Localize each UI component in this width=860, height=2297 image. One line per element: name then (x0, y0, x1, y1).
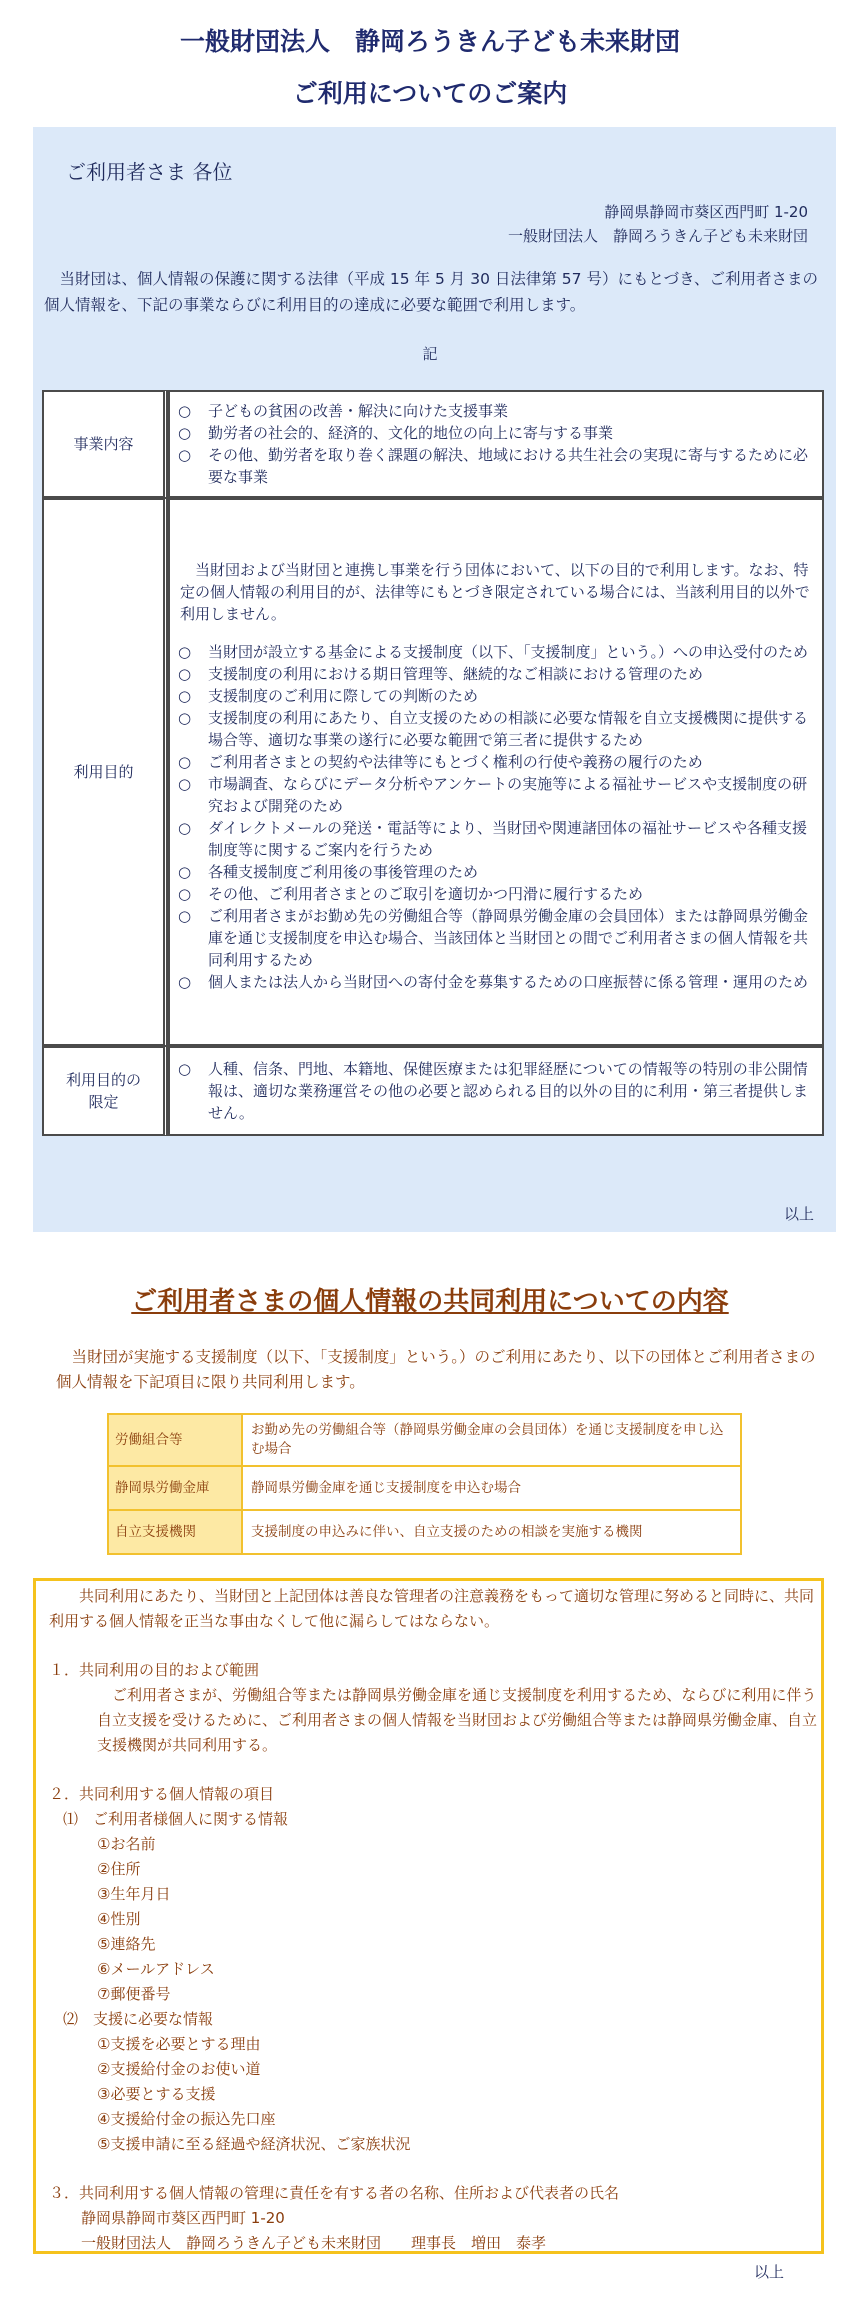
list-item: ①お名前 (97, 1835, 156, 1853)
party-label: 静岡県労働金庫 (108, 1466, 242, 1510)
business-row (42, 390, 824, 498)
section1-heading: １．共同利用の目的および範囲 (49, 1661, 260, 1679)
table-row (108, 1510, 741, 1554)
list-item: ⑦郵便番号 (97, 1985, 171, 2003)
list-item: ②支援給付金のお使い道 (97, 2060, 261, 2078)
limit-content (168, 1046, 824, 1136)
limit-list (176, 1058, 814, 1124)
list-item: ○ 子どもの貧困の改善・解決に向けた支援事業 (176, 400, 814, 422)
ki-mark: 記 (422, 345, 438, 363)
list-item: ⑥メールアドレス (97, 1960, 215, 1978)
limit-label-line1: 利用目的の (65, 1071, 141, 1089)
sender-address: 静岡県静岡市葵区西門町 1-20 (604, 203, 808, 221)
list-item: ○ ご利用者さまがお勤め先の労働組合等（静岡県労働金庫の会員団体）または静岡県労働金庫を通じ支援制度を申込む場合、当該団体と当財団との間でご利用者さまの個人情報を共同利用するため (176, 905, 814, 971)
party-label: 労働組合等 (108, 1414, 242, 1466)
salutation: ご利用者さま 各位 (66, 160, 233, 184)
sub1-items (49, 1832, 819, 2007)
business-content (168, 390, 824, 498)
list-item: ○ ダイレクトメールの発送・電話等により、当財団や関連諸団体の福祉サービスや各種支援制度等に関するご案内を行うため (176, 817, 814, 861)
limit-row (42, 1046, 824, 1136)
notice-end-mark: 以上 (783, 1205, 814, 1223)
purpose-row (42, 498, 824, 1046)
joint-use-intro: 当財団が実施する支援制度（以下、「支援制度」という。）のご利用にあたり、以下の団体とご利用者さまの個人情報を下記項目に限り共同利用します。 (56, 1348, 816, 1391)
section2-heading: ２．共同利用する個人情報の項目 (49, 1785, 275, 1803)
sub2-items (49, 2032, 819, 2157)
section2-sub2: ⑵ 支援に必要な情報 (63, 2010, 214, 2028)
list-item: ③必要とする支援 (97, 2085, 216, 2103)
list-item: ⑤連絡先 (97, 1935, 156, 1953)
limit-label (42, 1046, 168, 1136)
list-item: ○ 支援制度のご利用に際しての判断のため (176, 685, 814, 707)
list-item: ⑤支援申請に至る経過や経済状況、ご家族状況 (97, 2135, 411, 2153)
list-item: ○ 支援制度の利用における期日管理等、継続的なご相談における管理のため (176, 663, 814, 685)
list-item: ○ ご利用者さまとの契約や法律等にもとづく権利の行使や義務の履行のため (176, 751, 814, 773)
list-item: ②住所 (97, 1860, 141, 1878)
party-label: 自立支援機関 (108, 1510, 242, 1554)
purpose-content (168, 498, 824, 1046)
sender-org: 一般財団法人 静岡ろうきん子ども未来財団 (507, 227, 808, 245)
purpose-label: 利用目的 (42, 498, 168, 1046)
joint-use-title: ご利用者さまの個人情報の共同利用についての内容 (131, 1287, 729, 1317)
section3-org: 一般財団法人 静岡ろうきん子ども未来財団 理事長 増田 泰孝 (81, 2234, 547, 2252)
page-subtitle: ご利用についてのご案内 (292, 79, 568, 108)
list-item: ○ その他、勤労者を取り巻く課題の解決、地域における共生社会の実現に寄与するために必要な事業 (176, 444, 814, 488)
list-item: ○ 支援制度の利用にあたり、自立支援のための相談に必要な情報を自立支援機関に提供する場合等、適切な事業の遂行に必要な範囲で第三者に提供するため (176, 707, 814, 751)
list-item: ○ 市場調査、ならびにデータ分析やアンケートの実施等による福祉サービスや支援制度の研究および開発のため (176, 773, 814, 817)
purpose-intro: 当財団および当財団と連携し事業を行う団体において、以下の目的で利用します。なお、特定の個人情報の利用目的が、法律等にもとづき限定されている場合には、当該利用目的以外で利用しません。 (180, 561, 810, 623)
page-title: 一般財団法人 静岡ろうきん子ども未来財団 (179, 27, 680, 56)
joint-box-intro: 共同利用にあたり、当財団と上記団体は善良な管理者の注意義務をもって適切な管理に努めると同時に、共同利用する個人情報を正当な事由なくして他に漏らしてはならない。 (49, 1587, 815, 1630)
notice-intro: 当財団は、個人情報の保護に関する法律（平成 15 年 5 月 30 日法律第 57 号）にもとづき、ご利用者さまの個人情報を、下記の事業ならびに利用目的の達成に必要な範囲で利用します。 (44, 270, 819, 314)
party-desc: お勤め先の労働組合等（静岡県労働金庫の会員団体）を通じ支援制度を申し込む場合 (242, 1414, 741, 1466)
section2-sub1: ⑴ ご利用者様個人に関する情報 (63, 1810, 289, 1828)
limit-label-line2: 限定 (88, 1093, 119, 1111)
section3-address: 静岡県静岡市葵区西門町 1-20 (81, 2209, 285, 2227)
section1-body: ご利用者さまが、労働組合等または静岡県労働金庫を通じ支援制度を利用するため、ならびに利用に伴う自立支援を受けるために、ご利用者さまの個人情報を当財団および労働組合等または静岡県労働金庫、自立支援機関が共同利用する。 (97, 1686, 818, 1754)
list-item: ④支援給付金の振込先口座 (97, 2110, 276, 2128)
list-item: ○ 当財団が設立する基金による支援制度（以下、「支援制度」という。）への申込受付のため (176, 641, 814, 663)
table-row (108, 1466, 741, 1510)
purpose-list (176, 641, 814, 993)
joint-end-mark: 以上 (753, 2263, 784, 2281)
list-item: ○ 個人または法人から当財団への寄付金を募集するための口座振替に係る管理・運用のため (176, 971, 814, 993)
list-item: ①支援を必要とする理由 (97, 2035, 261, 2053)
parties-table (107, 1413, 742, 1555)
list-item: ○ その他、ご利用者さまとのご取引を適切かつ円滑に履行するため (176, 883, 814, 905)
party-desc: 支援制度の申込みに伴い、自立支援のための相談を実施する機関 (242, 1510, 741, 1554)
party-desc: 静岡県労働金庫を通じ支援制度を申込む場合 (242, 1466, 741, 1510)
list-item: ○ 人種、信条、門地、本籍地、保健医療または犯罪経歴についての情報等の特別の非公開情報は、適切な業務運営その他の必要と認められる目的以外の目的に利用・第三者提供しません。 (176, 1058, 814, 1124)
joint-use-detail (49, 1584, 819, 2256)
usage-table (42, 390, 824, 1136)
list-item: ③生年月日 (97, 1885, 171, 1903)
section3-heading: ３．共同利用する個人情報の管理に責任を有する者の名称、住所および代表者の氏名 (49, 2184, 620, 2202)
list-item: ○ 各種支援制度ご利用後の事後管理のため (176, 861, 814, 883)
list-item: ○ 勤労者の社会的、経済的、文化的地位の向上に寄与する事業 (176, 422, 814, 444)
table-row (108, 1414, 741, 1466)
business-list (176, 400, 814, 488)
business-label: 事業内容 (42, 390, 168, 498)
list-item: ④性別 (97, 1910, 141, 1928)
